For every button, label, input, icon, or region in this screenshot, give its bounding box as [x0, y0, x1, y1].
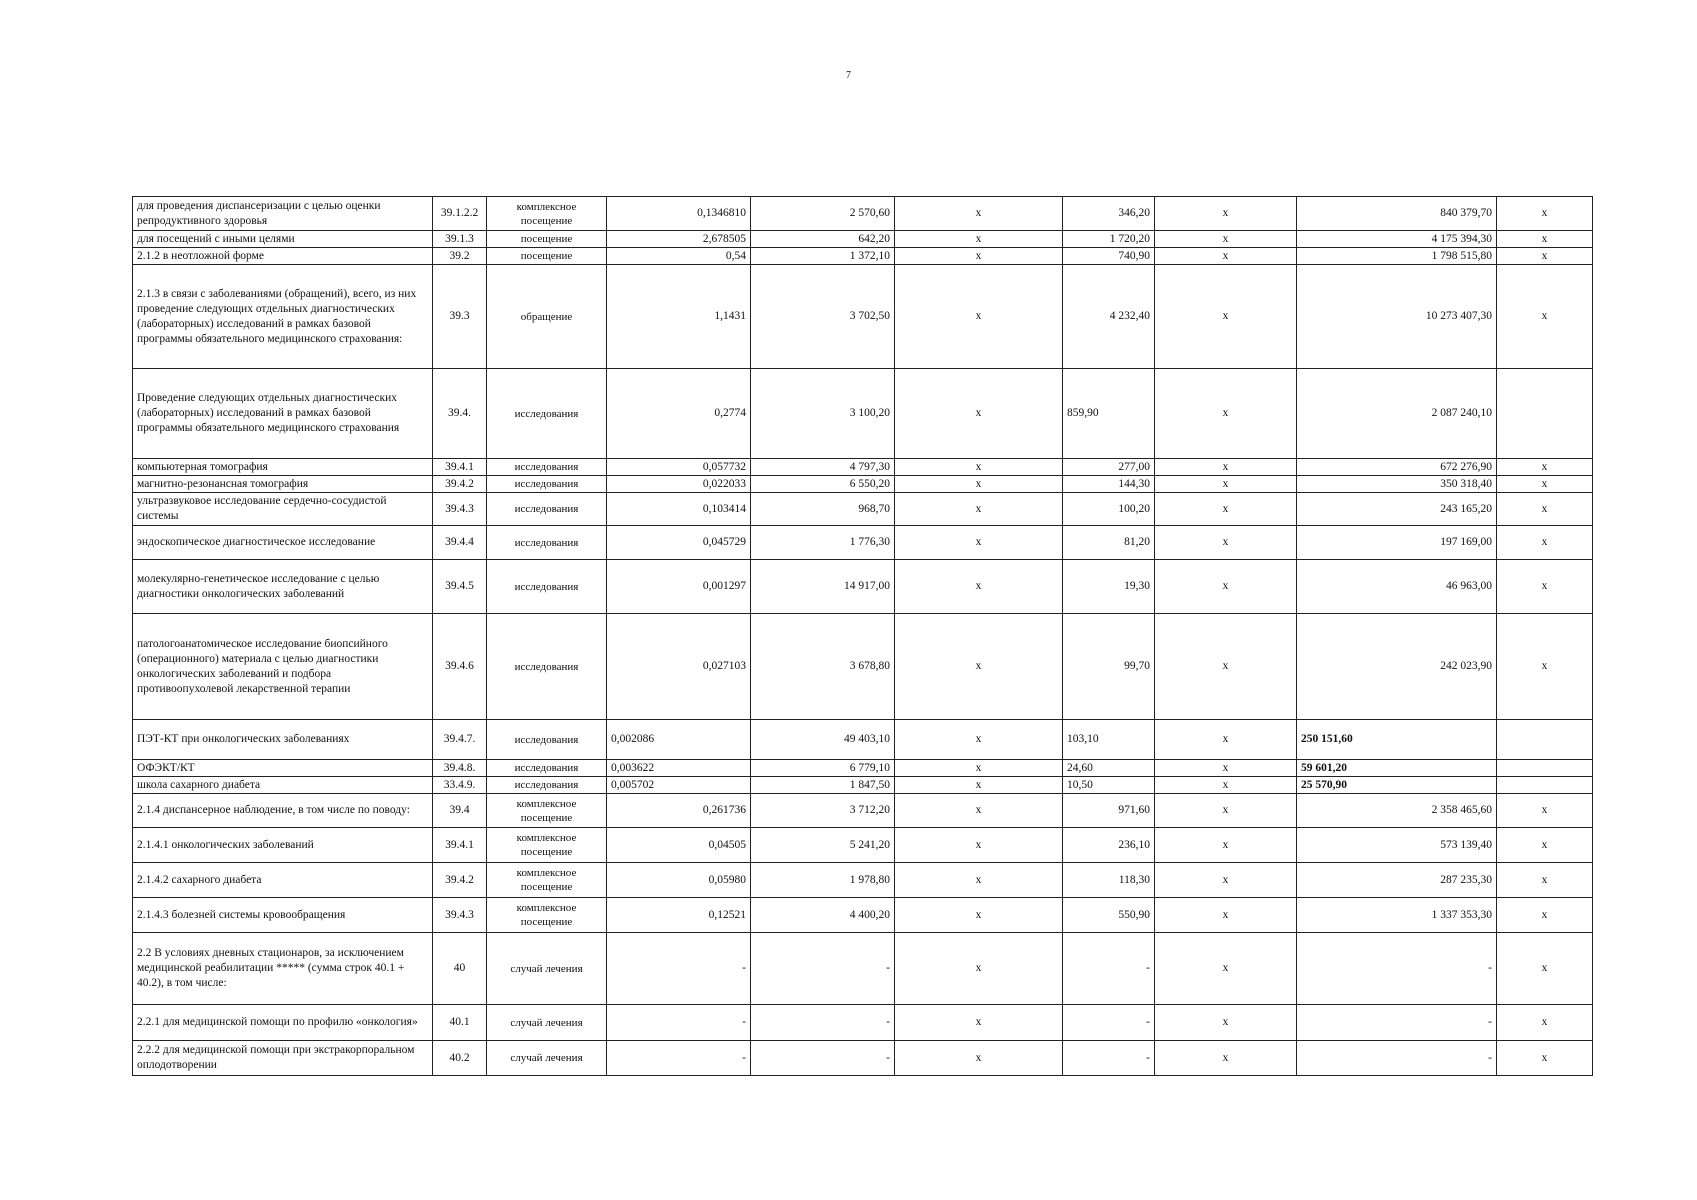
table-row — [133, 560, 1593, 614]
cell-code: 39.4.2 — [433, 863, 487, 898]
cell-x-3: х — [1497, 898, 1593, 933]
cell-unit: случай лечения — [487, 1005, 607, 1041]
cell-x-2: х — [1155, 794, 1297, 828]
cell-x-2: х — [1155, 1041, 1297, 1076]
cell-volume-norm: 0,54 — [607, 248, 751, 265]
cell-volume-norm: 0,04505 — [607, 828, 751, 863]
cell-volume-norm: 0,1346810 — [607, 197, 751, 231]
cell-volume-norm: 0,045729 — [607, 526, 751, 560]
cell-cost-norm: - — [751, 1041, 895, 1076]
cell-code: 33.4.9. — [433, 777, 487, 794]
cell-total: 46 963,00 — [1297, 560, 1497, 614]
cell-volume-norm: 0,2774 — [607, 369, 751, 459]
cell-x-3 — [1497, 777, 1593, 794]
cell-x-3 — [1497, 760, 1593, 777]
cell-per-capita: - — [1063, 1005, 1155, 1041]
cell-unit: комплексное посещение — [487, 898, 607, 933]
cell-name: молекулярно-генетическое исследование с целью диагностики онкологических заболеваний — [133, 560, 433, 614]
cell-cost-norm: 6 779,10 — [751, 760, 895, 777]
cell-total: 250 151,60 — [1297, 720, 1497, 760]
cell-name: компьютерная томография — [133, 459, 433, 476]
cell-total: - — [1297, 933, 1497, 1005]
table-row — [133, 794, 1593, 828]
cell-x-1: х — [895, 720, 1063, 760]
cell-x-3: х — [1497, 265, 1593, 369]
cell-code: 39.4.5 — [433, 560, 487, 614]
cell-volume-norm: 0,05980 — [607, 863, 751, 898]
cell-total: 25 570,90 — [1297, 777, 1497, 794]
cell-volume-norm: 0,261736 — [607, 794, 751, 828]
cell-x-3: х — [1497, 231, 1593, 248]
cell-code: 40.1 — [433, 1005, 487, 1041]
cell-x-3 — [1497, 369, 1593, 459]
cell-x-1: х — [895, 526, 1063, 560]
cell-code: 39.4.3 — [433, 898, 487, 933]
cell-name: для посещений с иными целями — [133, 231, 433, 248]
cell-unit: случай лечения — [487, 933, 607, 1005]
cell-x-3: х — [1497, 933, 1593, 1005]
cell-x-3: х — [1497, 863, 1593, 898]
cell-unit: исследования — [487, 493, 607, 526]
cell-volume-norm: - — [607, 1041, 751, 1076]
table-row — [133, 526, 1593, 560]
cell-code: 39.4.6 — [433, 614, 487, 720]
cell-unit: исследования — [487, 720, 607, 760]
cell-per-capita: 550,90 — [1063, 898, 1155, 933]
cell-per-capita: 100,20 — [1063, 493, 1155, 526]
cell-total: 1 337 353,30 — [1297, 898, 1497, 933]
cell-unit: посещение — [487, 231, 607, 248]
cell-cost-norm: 3 702,50 — [751, 265, 895, 369]
table-row — [133, 614, 1593, 720]
cell-name: 2.1.3 в связи с заболеваниями (обращений), всего, из них проведение следующих отдельных диагностических (лабораторных) исследований в рамках базовой программы обязательного медицинского страхования: — [133, 265, 433, 369]
cell-x-2: х — [1155, 933, 1297, 1005]
cell-x-2: х — [1155, 1005, 1297, 1041]
cell-unit: обращение — [487, 265, 607, 369]
cell-x-1: х — [895, 1041, 1063, 1076]
table-row — [133, 369, 1593, 459]
cell-x-1: х — [895, 197, 1063, 231]
cell-volume-norm: 0,027103 — [607, 614, 751, 720]
cell-x-2: х — [1155, 493, 1297, 526]
cell-code: 39.4 — [433, 794, 487, 828]
table-row — [133, 493, 1593, 526]
cell-name: ультразвуковое исследование сердечно-сосудистой системы — [133, 493, 433, 526]
cell-x-1: х — [895, 1005, 1063, 1041]
cell-name: ОФЭКТ/КТ — [133, 760, 433, 777]
cell-unit: комплексное посещение — [487, 794, 607, 828]
cell-cost-norm: 14 917,00 — [751, 560, 895, 614]
cell-code: 39.4.2 — [433, 476, 487, 493]
table-row — [133, 760, 1593, 777]
table-row — [133, 248, 1593, 265]
cell-x-2: х — [1155, 720, 1297, 760]
cell-code: 40 — [433, 933, 487, 1005]
cell-cost-norm: 4 797,30 — [751, 459, 895, 476]
cell-cost-norm: 6 550,20 — [751, 476, 895, 493]
cell-x-3: х — [1497, 493, 1593, 526]
cell-unit: исследования — [487, 777, 607, 794]
cell-per-capita: 10,50 — [1063, 777, 1155, 794]
cell-per-capita: 1 720,20 — [1063, 231, 1155, 248]
cell-x-3: х — [1497, 476, 1593, 493]
cell-name: 2.1.4.1 онкологических заболеваний — [133, 828, 433, 863]
cell-name: Проведение следующих отдельных диагностических (лабораторных) исследований в рамках базовой программы обязательного медицинского страхования — [133, 369, 433, 459]
cell-unit: исследования — [487, 459, 607, 476]
cell-total: 672 276,90 — [1297, 459, 1497, 476]
cell-cost-norm: 5 241,20 — [751, 828, 895, 863]
cell-x-2: х — [1155, 828, 1297, 863]
cell-volume-norm: 0,005702 — [607, 777, 751, 794]
cell-name: ПЭТ-КТ при онкологических заболеваниях — [133, 720, 433, 760]
cell-total: 2 087 240,10 — [1297, 369, 1497, 459]
cell-x-1: х — [895, 493, 1063, 526]
cell-x-1: х — [895, 794, 1063, 828]
cell-unit: исследования — [487, 476, 607, 493]
cell-x-1: х — [895, 777, 1063, 794]
cell-x-3: х — [1497, 614, 1593, 720]
cell-name: 2.1.4.2 сахарного диабета — [133, 863, 433, 898]
cell-cost-norm: - — [751, 933, 895, 1005]
cell-per-capita: 81,20 — [1063, 526, 1155, 560]
cell-per-capita: 99,70 — [1063, 614, 1155, 720]
cell-volume-norm: 0,003622 — [607, 760, 751, 777]
cell-volume-norm: - — [607, 933, 751, 1005]
cell-per-capita: 277,00 — [1063, 459, 1155, 476]
cell-code: 40.2 — [433, 1041, 487, 1076]
financing-table — [132, 196, 1593, 1076]
cell-cost-norm: 642,20 — [751, 231, 895, 248]
cell-name: 2.1.2 в неотложной форме — [133, 248, 433, 265]
cell-total: 840 379,70 — [1297, 197, 1497, 231]
cell-unit: исследования — [487, 526, 607, 560]
cell-total: 573 139,40 — [1297, 828, 1497, 863]
cell-x-3: х — [1497, 828, 1593, 863]
cell-x-2: х — [1155, 898, 1297, 933]
cell-code: 39.4.3 — [433, 493, 487, 526]
cell-total: 2 358 465,60 — [1297, 794, 1497, 828]
cell-volume-norm: 2,678505 — [607, 231, 751, 248]
cell-x-2: х — [1155, 231, 1297, 248]
table-row — [133, 265, 1593, 369]
cell-volume-norm: 0,002086 — [607, 720, 751, 760]
cell-per-capita: 971,60 — [1063, 794, 1155, 828]
table-row — [133, 898, 1593, 933]
cell-total: 243 165,20 — [1297, 493, 1497, 526]
cell-total: 350 318,40 — [1297, 476, 1497, 493]
cell-unit: исследования — [487, 614, 607, 720]
cell-unit: комплексное посещение — [487, 828, 607, 863]
cell-code: 39.3 — [433, 265, 487, 369]
table-row — [133, 863, 1593, 898]
cell-cost-norm: 2 570,60 — [751, 197, 895, 231]
cell-unit: комплексное посещение — [487, 197, 607, 231]
cell-unit: посещение — [487, 248, 607, 265]
cell-unit: случай лечения — [487, 1041, 607, 1076]
cell-unit: исследования — [487, 369, 607, 459]
cell-x-3: х — [1497, 459, 1593, 476]
cell-total: 10 273 407,30 — [1297, 265, 1497, 369]
cell-x-1: х — [895, 369, 1063, 459]
table-row — [133, 1041, 1593, 1076]
cell-x-1: х — [895, 898, 1063, 933]
cell-code: 39.1.3 — [433, 231, 487, 248]
cell-x-1: х — [895, 459, 1063, 476]
cell-total: - — [1297, 1041, 1497, 1076]
cell-x-3: х — [1497, 794, 1593, 828]
cell-per-capita: 4 232,40 — [1063, 265, 1155, 369]
cell-code: 39.1.2.2 — [433, 197, 487, 231]
cell-x-1: х — [895, 828, 1063, 863]
cell-x-1: х — [895, 476, 1063, 493]
cell-cost-norm: 1 372,10 — [751, 248, 895, 265]
cell-total: 197 169,00 — [1297, 526, 1497, 560]
cell-name: 2.2 В условиях дневных стационаров, за исключением медицинской реабилитации ***** (сумма строк 40.1 + 40.2), в том числе: — [133, 933, 433, 1005]
table-row — [133, 720, 1593, 760]
cell-x-3: х — [1497, 197, 1593, 231]
cell-per-capita: - — [1063, 1041, 1155, 1076]
cell-x-3: х — [1497, 526, 1593, 560]
cell-volume-norm: 0,12521 — [607, 898, 751, 933]
cell-volume-norm: - — [607, 1005, 751, 1041]
cell-per-capita: 19,30 — [1063, 560, 1155, 614]
cell-x-2: х — [1155, 459, 1297, 476]
table-body — [133, 197, 1593, 1076]
cell-x-3: х — [1497, 560, 1593, 614]
cell-x-2: х — [1155, 777, 1297, 794]
cell-total: 242 023,90 — [1297, 614, 1497, 720]
cell-name: 2.2.2 для медицинской помощи при экстракорпоральном оплодотворении — [133, 1041, 433, 1076]
cell-x-3: х — [1497, 248, 1593, 265]
table-row — [133, 231, 1593, 248]
cell-unit: комплексное посещение — [487, 863, 607, 898]
cell-unit: исследования — [487, 760, 607, 777]
cell-x-2: х — [1155, 614, 1297, 720]
table-row — [133, 777, 1593, 794]
cell-cost-norm: 49 403,10 — [751, 720, 895, 760]
cell-x-3: х — [1497, 1005, 1593, 1041]
table-row — [133, 459, 1593, 476]
cell-per-capita: 859,90 — [1063, 369, 1155, 459]
cell-name: 2.1.4.3 болезней системы кровообращения — [133, 898, 433, 933]
cell-x-2: х — [1155, 369, 1297, 459]
cell-code: 39.4.7. — [433, 720, 487, 760]
cell-x-2: х — [1155, 863, 1297, 898]
cell-cost-norm: 968,70 — [751, 493, 895, 526]
cell-name: эндоскопическое диагностическое исследование — [133, 526, 433, 560]
cell-x-2: х — [1155, 560, 1297, 614]
cell-x-2: х — [1155, 476, 1297, 493]
cell-volume-norm: 0,001297 — [607, 560, 751, 614]
cell-per-capita: 118,30 — [1063, 863, 1155, 898]
cell-name: 2.1.4 диспансерное наблюдение, в том числе по поводу: — [133, 794, 433, 828]
table-row — [133, 1005, 1593, 1041]
cell-x-3 — [1497, 720, 1593, 760]
cell-per-capita: 346,20 — [1063, 197, 1155, 231]
cell-code: 39.2 — [433, 248, 487, 265]
cell-per-capita: 144,30 — [1063, 476, 1155, 493]
table-row — [133, 197, 1593, 231]
cell-x-2: х — [1155, 526, 1297, 560]
page-number: 7 — [846, 70, 851, 81]
cell-name: магнитно-резонансная томография — [133, 476, 433, 493]
cell-total: - — [1297, 1005, 1497, 1041]
cell-name: для проведения диспансеризации с целью оценки репродуктивного здоровья — [133, 197, 433, 231]
cell-x-1: х — [895, 265, 1063, 369]
cell-code: 39.4.4 — [433, 526, 487, 560]
cell-per-capita: - — [1063, 933, 1155, 1005]
cell-x-1: х — [895, 760, 1063, 777]
cell-cost-norm: 1 978,80 — [751, 863, 895, 898]
cell-code: 39.4.1 — [433, 459, 487, 476]
table-row — [133, 828, 1593, 863]
cell-x-2: х — [1155, 248, 1297, 265]
cell-total: 4 175 394,30 — [1297, 231, 1497, 248]
cell-cost-norm: 3 712,20 — [751, 794, 895, 828]
cell-cost-norm: 4 400,20 — [751, 898, 895, 933]
cell-x-3: х — [1497, 1041, 1593, 1076]
cell-per-capita: 24,60 — [1063, 760, 1155, 777]
table-row — [133, 476, 1593, 493]
cell-code: 39.4.1 — [433, 828, 487, 863]
cell-volume-norm: 0,022033 — [607, 476, 751, 493]
cell-total: 59 601,20 — [1297, 760, 1497, 777]
cell-x-1: х — [895, 560, 1063, 614]
cell-unit: исследования — [487, 560, 607, 614]
cell-cost-norm: 3 100,20 — [751, 369, 895, 459]
cell-x-1: х — [895, 933, 1063, 1005]
cell-volume-norm: 0,103414 — [607, 493, 751, 526]
cell-per-capita: 236,10 — [1063, 828, 1155, 863]
cell-code: 39.4.8. — [433, 760, 487, 777]
table-row — [133, 933, 1593, 1005]
cell-x-1: х — [895, 614, 1063, 720]
cell-total: 287 235,30 — [1297, 863, 1497, 898]
cell-volume-norm: 0,057732 — [607, 459, 751, 476]
cell-per-capita: 740,90 — [1063, 248, 1155, 265]
cell-code: 39.4. — [433, 369, 487, 459]
cell-cost-norm: 3 678,80 — [751, 614, 895, 720]
cell-total: 1 798 515,80 — [1297, 248, 1497, 265]
cell-cost-norm: 1 776,30 — [751, 526, 895, 560]
cell-name: школа сахарного диабета — [133, 777, 433, 794]
cell-volume-norm: 1,1431 — [607, 265, 751, 369]
cell-cost-norm: - — [751, 1005, 895, 1041]
cell-name: патологоанатомическое исследование биопсийного (операционного) материала с целью диагностики онкологических заболеваний и подбора противоопухолевой лекарственной терапии — [133, 614, 433, 720]
cell-cost-norm: 1 847,50 — [751, 777, 895, 794]
cell-x-1: х — [895, 248, 1063, 265]
cell-x-1: х — [895, 863, 1063, 898]
cell-per-capita: 103,10 — [1063, 720, 1155, 760]
cell-x-2: х — [1155, 265, 1297, 369]
cell-x-2: х — [1155, 197, 1297, 231]
cell-x-1: х — [895, 231, 1063, 248]
cell-name: 2.2.1 для медицинской помощи по профилю «онкология» — [133, 1005, 433, 1041]
cell-x-2: х — [1155, 760, 1297, 777]
